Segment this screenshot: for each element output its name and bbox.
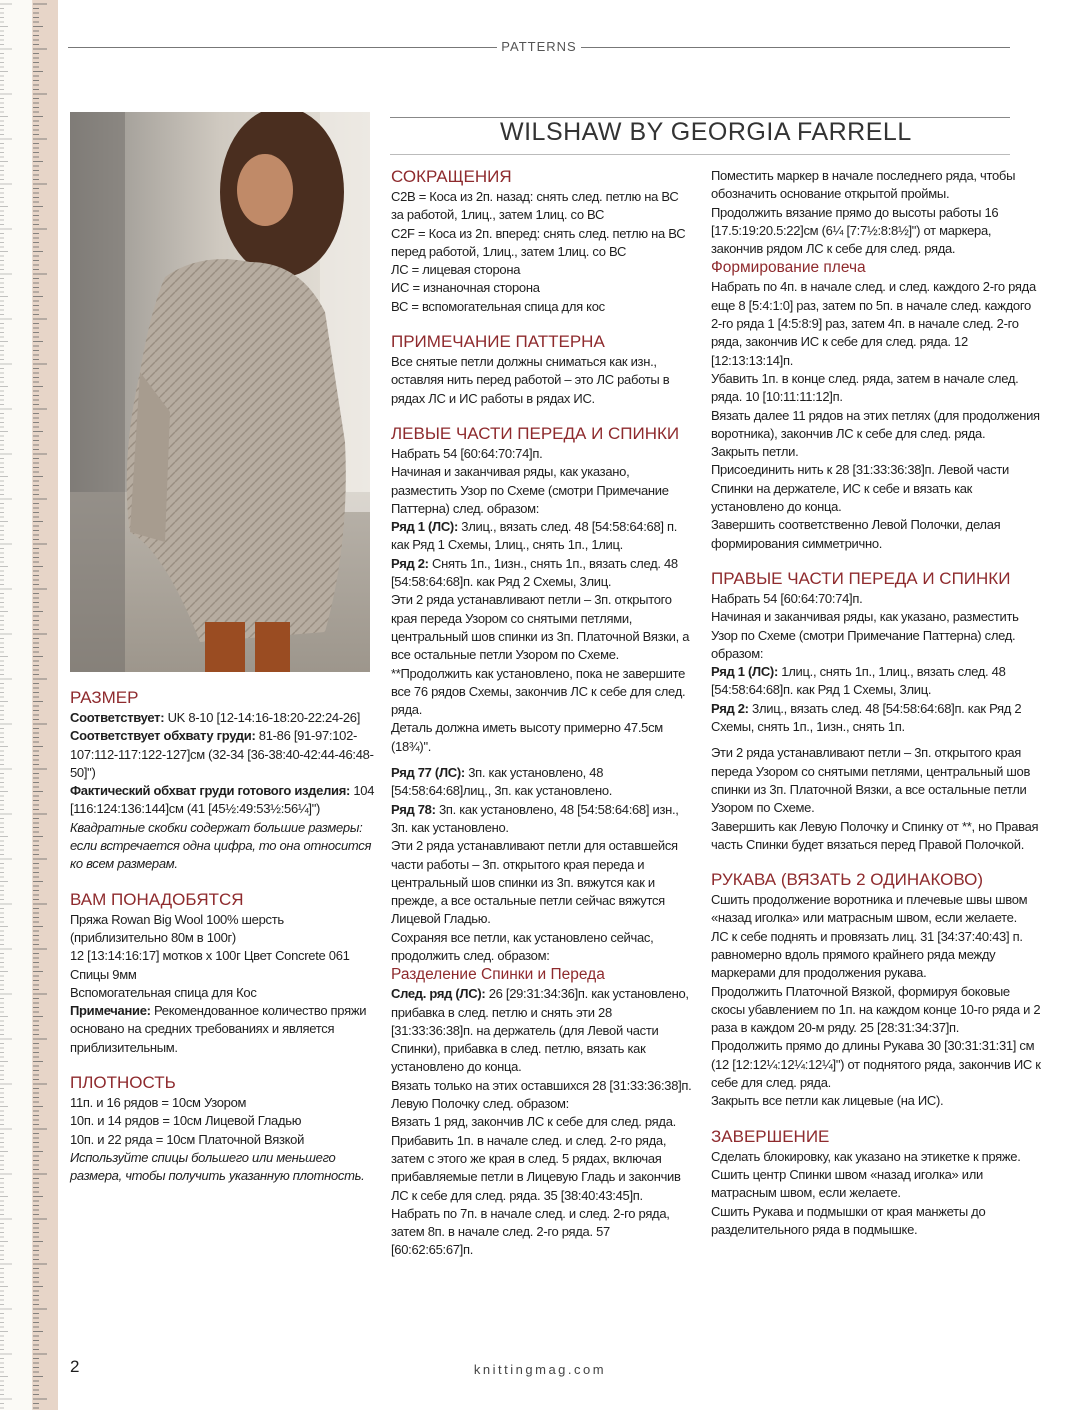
heading-size: РАЗМЕР [70, 688, 139, 707]
left-setup: Начиная и заканчивая ряды, как указано, разместить Узор по Схеме (смотри Примечание Паттерна) след. образом: [391, 464, 669, 516]
abbr-c2b: C2B = Коса из 2п. назад: снять след. петлю на ВС за работой, 1лиц., затем 1лиц. со ВС [391, 189, 679, 223]
right-row-1: Ряд 1 (ЛС): 1лиц., снять 1п., 1лиц., вязать след. 48 [54:58:64:68]п. как Ряд 1 Схемы, 3лиц. [711, 664, 1006, 698]
materials-yarn: Пряжа Rowan Big Wool 100% шерсть (приблизительно 80м в 100г) [70, 911, 284, 945]
shoulder-rejoin: Присоединить нить к 28 [31:33:36:38]п. Левой части Спинки на держателе, ИС к себе и вязать как установлено до конца. [711, 462, 1009, 515]
left-rows-set-2: Эти 2 ряда устанавливают петли для оставшейся части работы – 3п. открытого края переда и центральный шов спинки из 3п. вяжутся как и прежде, а все остальные петли сейчас вяжутся Лицевой Гладью. [391, 838, 678, 927]
title-rule-bottom [390, 154, 1010, 155]
divide-next-row: След. ряд (ЛС): 26 [29:31:34:36]п. как установлено, прибавка в след. петлю и снять эти 28 [31:33:36:38]п. на держатель (для Левой части Спинки), прибавка в след. петлю, вязать как установлено до конца. [391, 986, 689, 1075]
materials-note: Примечание: Рекомендованное количество пряжи основано на средних требованиях и является приблизительным. [70, 1003, 367, 1055]
heading-left-fronts: ЛЕВЫЕ ЧАСТИ ПЕРЕДА И СПИНКИ [391, 423, 680, 443]
sleeves-shaping: Продолжить Платочной Вязкой, формируя боковые скосы убавлением по 1п. на каждом конце 10-го ряда и 2 раза в каждом 20-м ряду. 25 [28:31:34:37]п. [711, 983, 1041, 1036]
sleeves-length: Продолжить прямо до длины Рукава 30 [30:31:31:31] см (12 [12:12¼:12¼:12¼]") от поднятого ряда, закончив ИС к себе для след. ряда. [711, 1038, 1041, 1091]
heading-materials: ВАМ ПОНАДОБЯТСЯ [70, 889, 244, 909]
section-header [68, 36, 1010, 60]
footer-site: knittingmag.com [473, 1362, 607, 1377]
right-row-2: Ряд 2: 3лиц., вязать след. 48 [54:58:64:68]п. как Ряд 2 Схемы, снять 1п., 1изн., снять 1п. [711, 700, 1022, 735]
pattern-title: WILSHAW BY GEORGIA FARRELL [500, 118, 912, 146]
model-photo [70, 112, 370, 672]
left-rows-set: Эти 2 ряда устанавливают петли – 3п. открытого края переда Узором со снятыми петлями, центральный шов спинки из 3п. Платочной Вязки, а все остальные петли Узором по Схеме. [391, 592, 690, 663]
divide-work-row: Вязать 1 ряд, закончив ЛС к себе для след. ряда. [391, 1114, 676, 1130]
heading-shoulder: Формирование плеча [711, 259, 866, 277]
shoulder-decrease: Убавить 1п. в конце след. ряда, затем в начале след. ряда. 10 [10:11:11:12]п. [711, 370, 1019, 405]
heading-finishing: ЗАВЕРШЕНИЕ [711, 1126, 830, 1146]
size-fits: Соответствует: UK 8-10 [12-14:16-18:20-22:24-26] [70, 710, 361, 725]
finishing-sew: Сшить Рукава и подмышки от края манжеты до разделительного ряда в подмышке. [711, 1203, 986, 1237]
shoulder-collar: Вязать далее 11 рядов на этих петлях (для продолжения воротника), закончив ЛС к себе для след. ряда. [711, 407, 1040, 441]
shoulder-bind-off: Закрыть петли. [711, 444, 799, 460]
gauge-note: Используйте спицы большего или меньшего размера, чтобы получить указанную плотность. [70, 1149, 365, 1184]
shoulder-finish: Завершить соответственно Левой Полочки, делая формирования симметрично. [711, 517, 1001, 551]
continue-straight: Продолжить вязание прямо до высоты работы 16 [17.5:19:20.5:22]см (6¼ [7:7½:8:8½]") от маркера, закончив рядом ЛС к себе для след. ряда. [711, 204, 999, 257]
heading-sleeves: РУКАВА (ВЯЗАТЬ 2 ОДИНАКОВО) [711, 870, 984, 890]
materials-cable-needle: Вспомогательная спица для Кос [70, 984, 257, 1000]
left-row-78: Ряд 78: 3п. как установлено, 48 [54:58:64:68] изн., 3п. как установлено. [391, 801, 679, 835]
sleeves-seam: Сшить продолжение воротника и плечевые швы швом «назад иголка» или матрасным швом, если желаете. [711, 892, 1028, 926]
right-rows-set: Эти 2 ряда устанавливают петли – 3п. открытого края переда Узором со снятыми петлями, центральный шов спинки из 3п. Платочной Вязки, а все остальные петли Узором по Схеме. [711, 745, 1031, 816]
ruler-ticks [0, 0, 58, 1410]
abbr-cn: ВС = вспомогательная спица для кос [391, 298, 605, 314]
left-keep: Сохраняя все петли, как установлено сейчас, продолжить след. образом: [391, 929, 654, 963]
gauge-garter: 10п. и 22 ряда = 10см Платочной Вязкой [70, 1131, 305, 1147]
abbr-ws: ИС = изнаночная сторона [391, 280, 540, 296]
measuring-ruler [0, 0, 58, 1410]
column-middle [391, 167, 694, 1260]
abbr-c2f: C2F = Коса из 2п. вперед: снять след. петлю на ВС перед работой, 1лиц., затем 1лиц. со ВС [391, 225, 686, 259]
finishing-block: Сделать блокировку, как указано на этикетке к пряже. Сшить центр Спинки швом «назад иголка» или матрасным швом, если желаете. [711, 1148, 1021, 1201]
right-cast-on: Набрать 54 [60:64:70:74]п. [711, 590, 863, 606]
heading-divide: Разделение Спинки и Переда [391, 966, 605, 984]
gauge-pattern: 11п. и 16 рядов = 10см Узором [70, 1095, 247, 1111]
left-continue: **Продолжить как установлено, пока не завершите все 76 рядов Схемы, закончив ЛС к себе для след. ряда. [391, 665, 686, 718]
place-marker: Поместить маркер в начале последнего ряда, чтобы обозначить основание открытой проймы. [711, 168, 1016, 202]
materials-needles: Спицы 9мм [70, 966, 137, 982]
heading-abbreviations: СОКРАЩЕНИЯ [391, 167, 512, 186]
right-finish: Завершить как Левую Полочку и Спинку от **, но Правая часть Спинки будет вязаться перед Правой Полочкой. [711, 818, 1039, 852]
right-setup: Начиная и заканчивая ряды, как указано, разместить Узор по Схеме (смотри Примечание Паттерна) след. образом: [711, 609, 1019, 661]
pattern-note: Все снятые петли должны сниматься как изн., оставляя нить перед работой – это ЛС работы в рядах ЛС и ИС работы в рядах ИС. [391, 354, 670, 406]
heading-right-fronts: ПРАВЫЕ ЧАСТИ ПЕРЕДА И СПИНКИ [711, 568, 1011, 588]
divide-cast-on: Набрать по 7п. в начале след. и след. 2-го ряда, затем 8п. в начале след. 2-го ряда. 57 [60:62:65:67]п. [391, 1205, 670, 1258]
page-number: 2 [70, 1357, 80, 1376]
left-row-1: Ряд 1 (ЛС): 3лиц., вязать след. 48 [54:58:64:68] п. как Ряд 1 Схемы, 1лиц., снять 1п., 1лиц. [391, 519, 678, 553]
heading-gauge: ПЛОТНОСТЬ [70, 1073, 176, 1093]
section-label: PATTERNS [497, 39, 580, 54]
left-row-77: Ряд 77 (ЛС): 3п. как установлено, 48 [54:58:64:68]лиц., 3п. как установлено. [391, 765, 613, 799]
shoulder-cast-on: Набрать по 4п. в начале след. и след. каждого 2-го ряда еще 8 [5:4:1:0] раз, затем по 5п. в начале след. каждого 2-го ряда 1 [4:5:8:9] раз, затем 4п. в начале след. 2-го ряда, закончив ИС к себе для след. ряда. 12 [12:13:13:14]п. [711, 279, 1036, 368]
left-row-2: Ряд 2: Снять 1п., 1изн., снять 1п., вязать след. 48 [54:58:64:68]п. как Ряд 2 Схемы, 3лиц. [391, 555, 678, 590]
column-right [711, 167, 1041, 1239]
size-bust: Соответствует обхвату груди: 81-86 [91-97:102-107:112-117:122-127]см (32-34 [36-38:40-42:44-46:48-50]") [70, 728, 374, 780]
materials-balls: 12 [13:14:16:17] мотков х 100г Цвет Concrete 061 [70, 948, 350, 964]
size-note: Квадратные скобки содержат большие размеры: если встречается одна цифра, то она относится ко всем размерам. [70, 819, 372, 872]
abbr-rs: ЛС = лицевая сторона [391, 262, 521, 278]
sleeves-pick-up: ЛС к себе поднять и провязать лиц. 31 [34:37:40:43] п. равномерно вдоль прямого крайнего ряда между маркерами для продолжения рукава. [711, 928, 1023, 981]
left-cast-on: Набрать 54 [60:64:70:74]п. [391, 445, 543, 461]
size-actual: Фактический обхват груди готового изделия: 104 [116:124:136:144]см (41 [45½:49:53½:56¼]") [70, 783, 375, 817]
gauge-stockinette: 10п. и 14 рядов = 10см Лицевой Гладью [70, 1113, 302, 1129]
divide-increase: Прибавить 1п. в начале след. и след. 2-го ряда, затем с этого же края в след. 5 рядах, включая прибавляемые петли в Лицевую Гладь и закончив ЛС к себе для след. ряда. 35 [38:40:43:45]п. [391, 1132, 681, 1203]
column-left [70, 688, 382, 1186]
heading-pattern-note: ПРИМЕЧАНИЕ ПАТТЕРНА [391, 332, 605, 352]
left-height: Деталь должна иметь высоту примерно 47.5см (18¾)". [391, 720, 663, 754]
sleeves-bind-off: Закрыть все петли как лицевые (на ИС). [711, 1093, 944, 1109]
divide-work-remaining: Вязать только на этих оставшихся 28 [31:33:36:38]п. Левую Полочку след. образом: [391, 1077, 692, 1112]
